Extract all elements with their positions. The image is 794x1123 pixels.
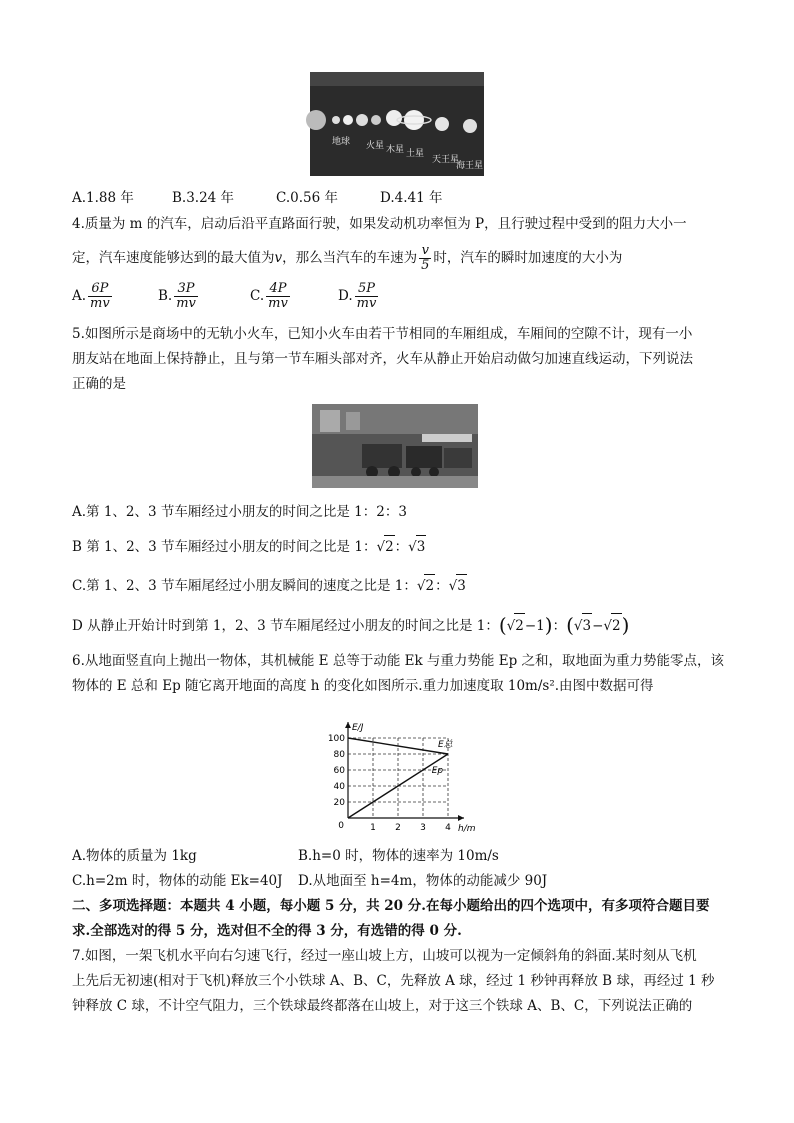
y-tick-label: 60: [333, 766, 345, 776]
q3-option-a: A.1.88 年: [72, 190, 134, 206]
x-tick-label: 4: [445, 823, 451, 833]
series-label-ep: Ep: [431, 766, 444, 777]
q6-line2: 物体的 E 总和 Ep 随它离开地面的高度 h 的变化如图所示.重力加速度取 10m/s².由图中数据可得: [72, 678, 654, 694]
q6-option-c: C.h=2m 时，物体的动能 Ek=40J: [72, 873, 283, 889]
q4-option-b: B. $\frac{3P}{mv}$: [158, 281, 196, 311]
q4-var-v: v: [274, 250, 283, 266]
y-axis-label: E/J: [352, 723, 364, 733]
x-tick-label: 1: [370, 823, 376, 833]
q7-line2: 上先后无初速(相对于飞机)释放三个小铁球 A、B、C，先释放 A 球，经过 1 秒钟再释放 B 球，再经过 1 秒: [72, 973, 715, 989]
series-label-etotal: E总: [438, 739, 453, 750]
planet-label-mars: 火星: [366, 141, 385, 151]
x-tick-label: 3: [420, 823, 426, 833]
q4-line2: [72, 243, 622, 273]
energy-height-chart: [318, 702, 476, 837]
q6-option-d: D.从地面至 h=4m，物体的动能减少 90J: [298, 873, 548, 889]
q5-line2: 朋友站在地面上保持静止，且与第一节车厢头部对齐，火车从静止开始启动做匀加速直线运动，下列说法: [72, 351, 693, 367]
q4-option-d: D. $\frac{5P}{mv}$: [338, 281, 377, 311]
q6-options-row2: [72, 872, 547, 890]
section2-heading-line1: 二、多项选择题：本题共 4 小题，每小题 5 分，共 20 分.在每小题给出的四个选项中，有多项符合题目要: [72, 898, 710, 914]
q3-options: [72, 189, 442, 207]
energy-chart-svg: [318, 702, 476, 837]
q6-option-b: B.h=0 时，物体的速率为 10m/s: [298, 848, 499, 864]
planet-label-jupiter: 木星: [386, 145, 405, 155]
q4-fraction-v5: [419, 244, 431, 273]
section2-heading-line2: 求.全部选对的得 5 分，选对但不全的得 3 分，有选错的得 0 分.: [72, 923, 462, 939]
mall-train-photo: [312, 404, 478, 488]
y-tick-label: 40: [333, 782, 345, 792]
x-tick-label: 2: [395, 823, 401, 833]
q3-option-b: B.3.24 年: [172, 190, 235, 206]
planet-label-saturn: 土星: [406, 149, 425, 159]
solar-system-illustration: [310, 72, 484, 176]
q4-frac-num: v: [419, 244, 431, 259]
planet-label-neptune: 海王星: [456, 161, 484, 171]
q5-option-a: A.第 1、2、3 节车厢经过小朋友的时间之比是 1：2：3: [72, 504, 407, 520]
q5-option-c: C.第 1、2、3 节车厢尾经过小朋友瞬间的速度之比是 1：√2：√3: [72, 574, 467, 596]
q3-option-c: C.0.56 年: [276, 190, 338, 206]
x-axis-label: h/m: [458, 824, 476, 834]
q4-option-c: C. $\frac{4P}{mv}$: [250, 281, 288, 311]
q5-line3: 正确的是: [72, 376, 126, 392]
q4-options: [72, 279, 380, 313]
y-axis-arrow: [345, 722, 351, 728]
q6-options-row1: [72, 847, 499, 865]
q4-line2-mid: ，那么当汽车的车速为: [282, 250, 418, 266]
solar-system-image: [310, 72, 484, 176]
y-tick-label: 20: [333, 798, 345, 808]
q5-option-d: D 从静止开始计时到第 1，2、3 节车厢尾经过小朋友的时间之比是 1：(√2−1)：(√3−√2): [72, 613, 630, 637]
planet-label-earth: 地球: [332, 137, 351, 147]
q7-line1: 7.如图，一架飞机水平向右匀速飞行，经过一座山坡上方，山坡可以视为一定倾斜角的斜面.某时刻从飞机: [72, 948, 697, 964]
q5-line1: 5.如图所示是商场中的无轨小火车，已知小火车由若干节相同的车厢组成，车厢间的空隙不计，现有一小: [72, 326, 693, 342]
planet-label-uranus: 天王星: [432, 155, 460, 165]
y-tick-label: 100: [327, 734, 345, 744]
y-tick-label: 80: [333, 750, 345, 760]
q4-option-a: A. $\frac{6P}{mv}$: [72, 281, 110, 311]
q3-option-d: D.4.41 年: [380, 190, 443, 206]
x-axis-arrow: [458, 815, 464, 821]
q6-line1: 6.从地面竖直向上抛出一物体，其机械能 E 总等于动能 Ek 与重力势能 Ep 之和，取地面为重力势能零点，该: [72, 653, 725, 669]
q4-line2-text: 定，汽车速度能够达到的最大值为: [72, 250, 275, 266]
q4-frac-den: 5: [421, 258, 430, 273]
q4-line1: 4.质量为 m 的汽车，启动后沿平直路面行驶，如果发动机功率恒为 P，且行驶过程中受到的阻力大小一: [72, 216, 687, 232]
origin-label: 0: [338, 821, 344, 831]
q4-line2-post: 时，汽车的瞬时加速度的大小为: [433, 250, 623, 266]
q6-option-a: A.物体的质量为 1kg: [72, 848, 197, 864]
train-illustration: [312, 404, 478, 488]
q7-line3: 钟释放 C 球，不计空气阻力，三个铁球最终都落在山坡上，对于这三个铁球 A、B、C，下列说法正确的: [72, 998, 693, 1014]
q5-option-b: B 第 1、2、3 节车厢经过小朋友的时间之比是 1：√2：√3: [72, 535, 426, 557]
